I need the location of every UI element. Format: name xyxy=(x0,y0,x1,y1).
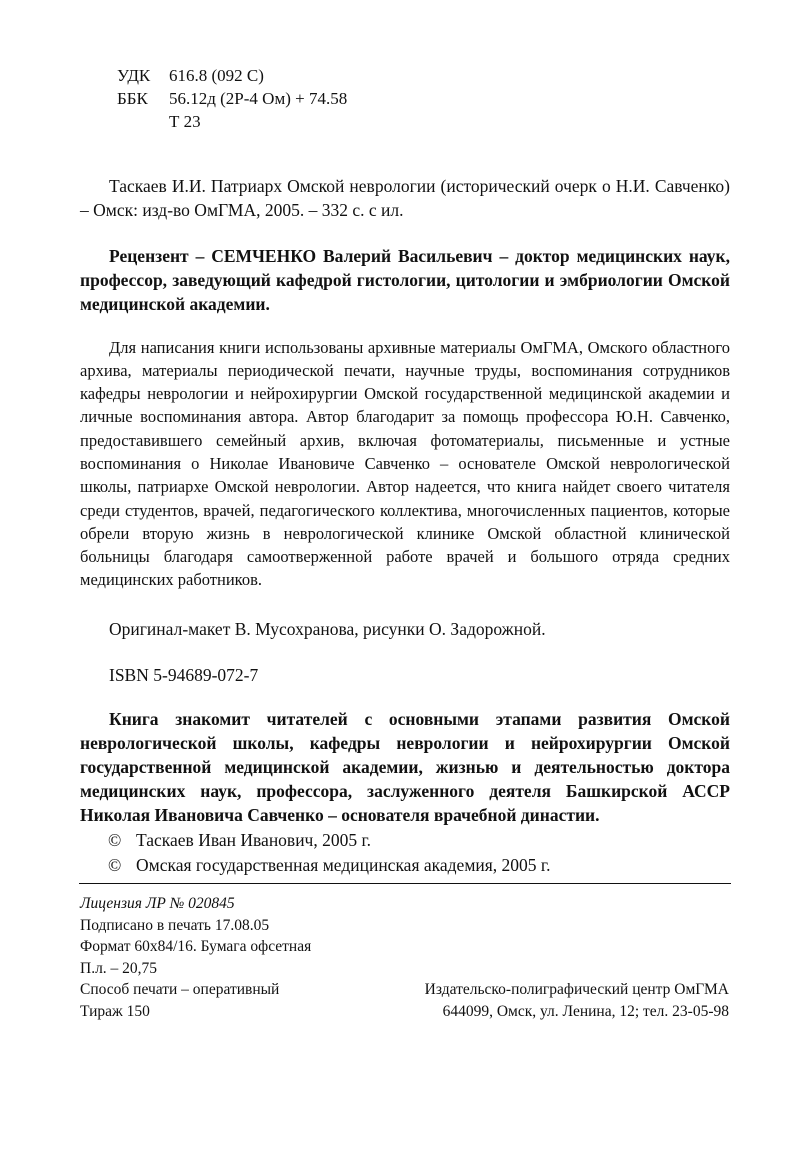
annotation-summary: Книга знакомит читателей с основными этапами развития Омской неврологической школы, кафедры неврологии и нейрохирургии Омской государственной медицинской академии, жизнью и деятельностью доктора медицинских наук, профессора, заслуженного деятеля Башкирской АССР Николая Ивановича Савченко – основателя врачебной династии. xyxy=(80,708,730,825)
udk-label: УДК xyxy=(117,66,151,85)
divider-line xyxy=(79,883,731,884)
author-mark-row xyxy=(117,110,347,133)
copyright-author xyxy=(108,828,371,852)
classification-codes xyxy=(117,64,347,133)
isbn: ISBN 5-94689-072-7 xyxy=(109,664,259,685)
format-line: Формат 60х84/16. Бумага офсетная xyxy=(80,938,312,955)
layout-credit: Оригинал-макет В. Мусохранова, рисунки О. Задорожной. xyxy=(109,618,546,639)
copyright-symbol: © xyxy=(108,855,122,875)
udk-row xyxy=(117,64,347,87)
author-mark: Т 23 xyxy=(169,112,201,131)
license-line: Лицензия ЛР № 020845 xyxy=(80,895,235,912)
copyright-symbol: © xyxy=(108,830,122,850)
print-method-line: Способ печати – оперативный xyxy=(80,981,280,998)
copyright-institution-text: Омская государственная медицинская академия, 2005 г. xyxy=(136,855,551,875)
bbk-label: ББК xyxy=(117,89,148,108)
bbk-value: 56.12д (2Р-4 Ом) + 74.58 xyxy=(169,89,348,108)
publisher-name: Издательско-полиграфический центр ОмГМА xyxy=(424,981,729,998)
copyright-institution xyxy=(108,853,551,877)
publisher-details xyxy=(425,979,729,1022)
circulation-line: Тираж 150 xyxy=(80,1002,150,1020)
signed-line: Подписано в печать 17.08.05 xyxy=(80,916,270,934)
imprint-details xyxy=(80,893,311,1022)
bibliographic-entry: Таскаев И.И. Патриарх Омской неврологии (исторический очерк о Н.И. Савченко) – Омск: изд-во ОмГМА, 2005. – 332 с. с ил. xyxy=(80,175,730,220)
bbk-row xyxy=(117,87,347,110)
publisher-address: 644099, Омск, ул. Ленина, 12; тел. 23-05-98 xyxy=(442,1002,729,1020)
sheets-line: П.л. – 20,75 xyxy=(80,959,158,977)
udk-value: 616.8 (092 С) xyxy=(169,66,264,85)
copyright-author-text: Таскаев Иван Иванович, 2005 г. xyxy=(136,830,372,850)
annotation-sources: Для написания книги использованы архивные материалы ОмГМА, Омского областного архива, материалы периодической печати, научные труды, воспоминания сотрудников кафедры неврологии и нейрохирургии Омской государственной медицинской академии и личные воспоминания автора. Автор благодарит за помощь профессора Ю.Н. Савченко, предоставившего семейный архив, включая фотоматериалы, письменные и устные воспоминания о Николае Ивановиче Савченко – основателе Омской неврологической школы, патриархе Омской неврологии. Автор надеется, что книга найдет своего читателя среди студентов, врачей, педагогического коллектива, многочисленных пациентов, которые обрели вторую жизнь в неврологической клинике Омской областной клинической больницы благодаря самоотверженной работе врачей и большого отряда средних медицинских работников. xyxy=(80,337,730,590)
reviewer-info: Рецензент – СЕМЧЕНКО Валерий Васильевич – доктор медицинских наук, профессор, заведующий кафедрой гистологии, цитологии и эмбриологии Омской медицинской академии. xyxy=(80,245,730,314)
